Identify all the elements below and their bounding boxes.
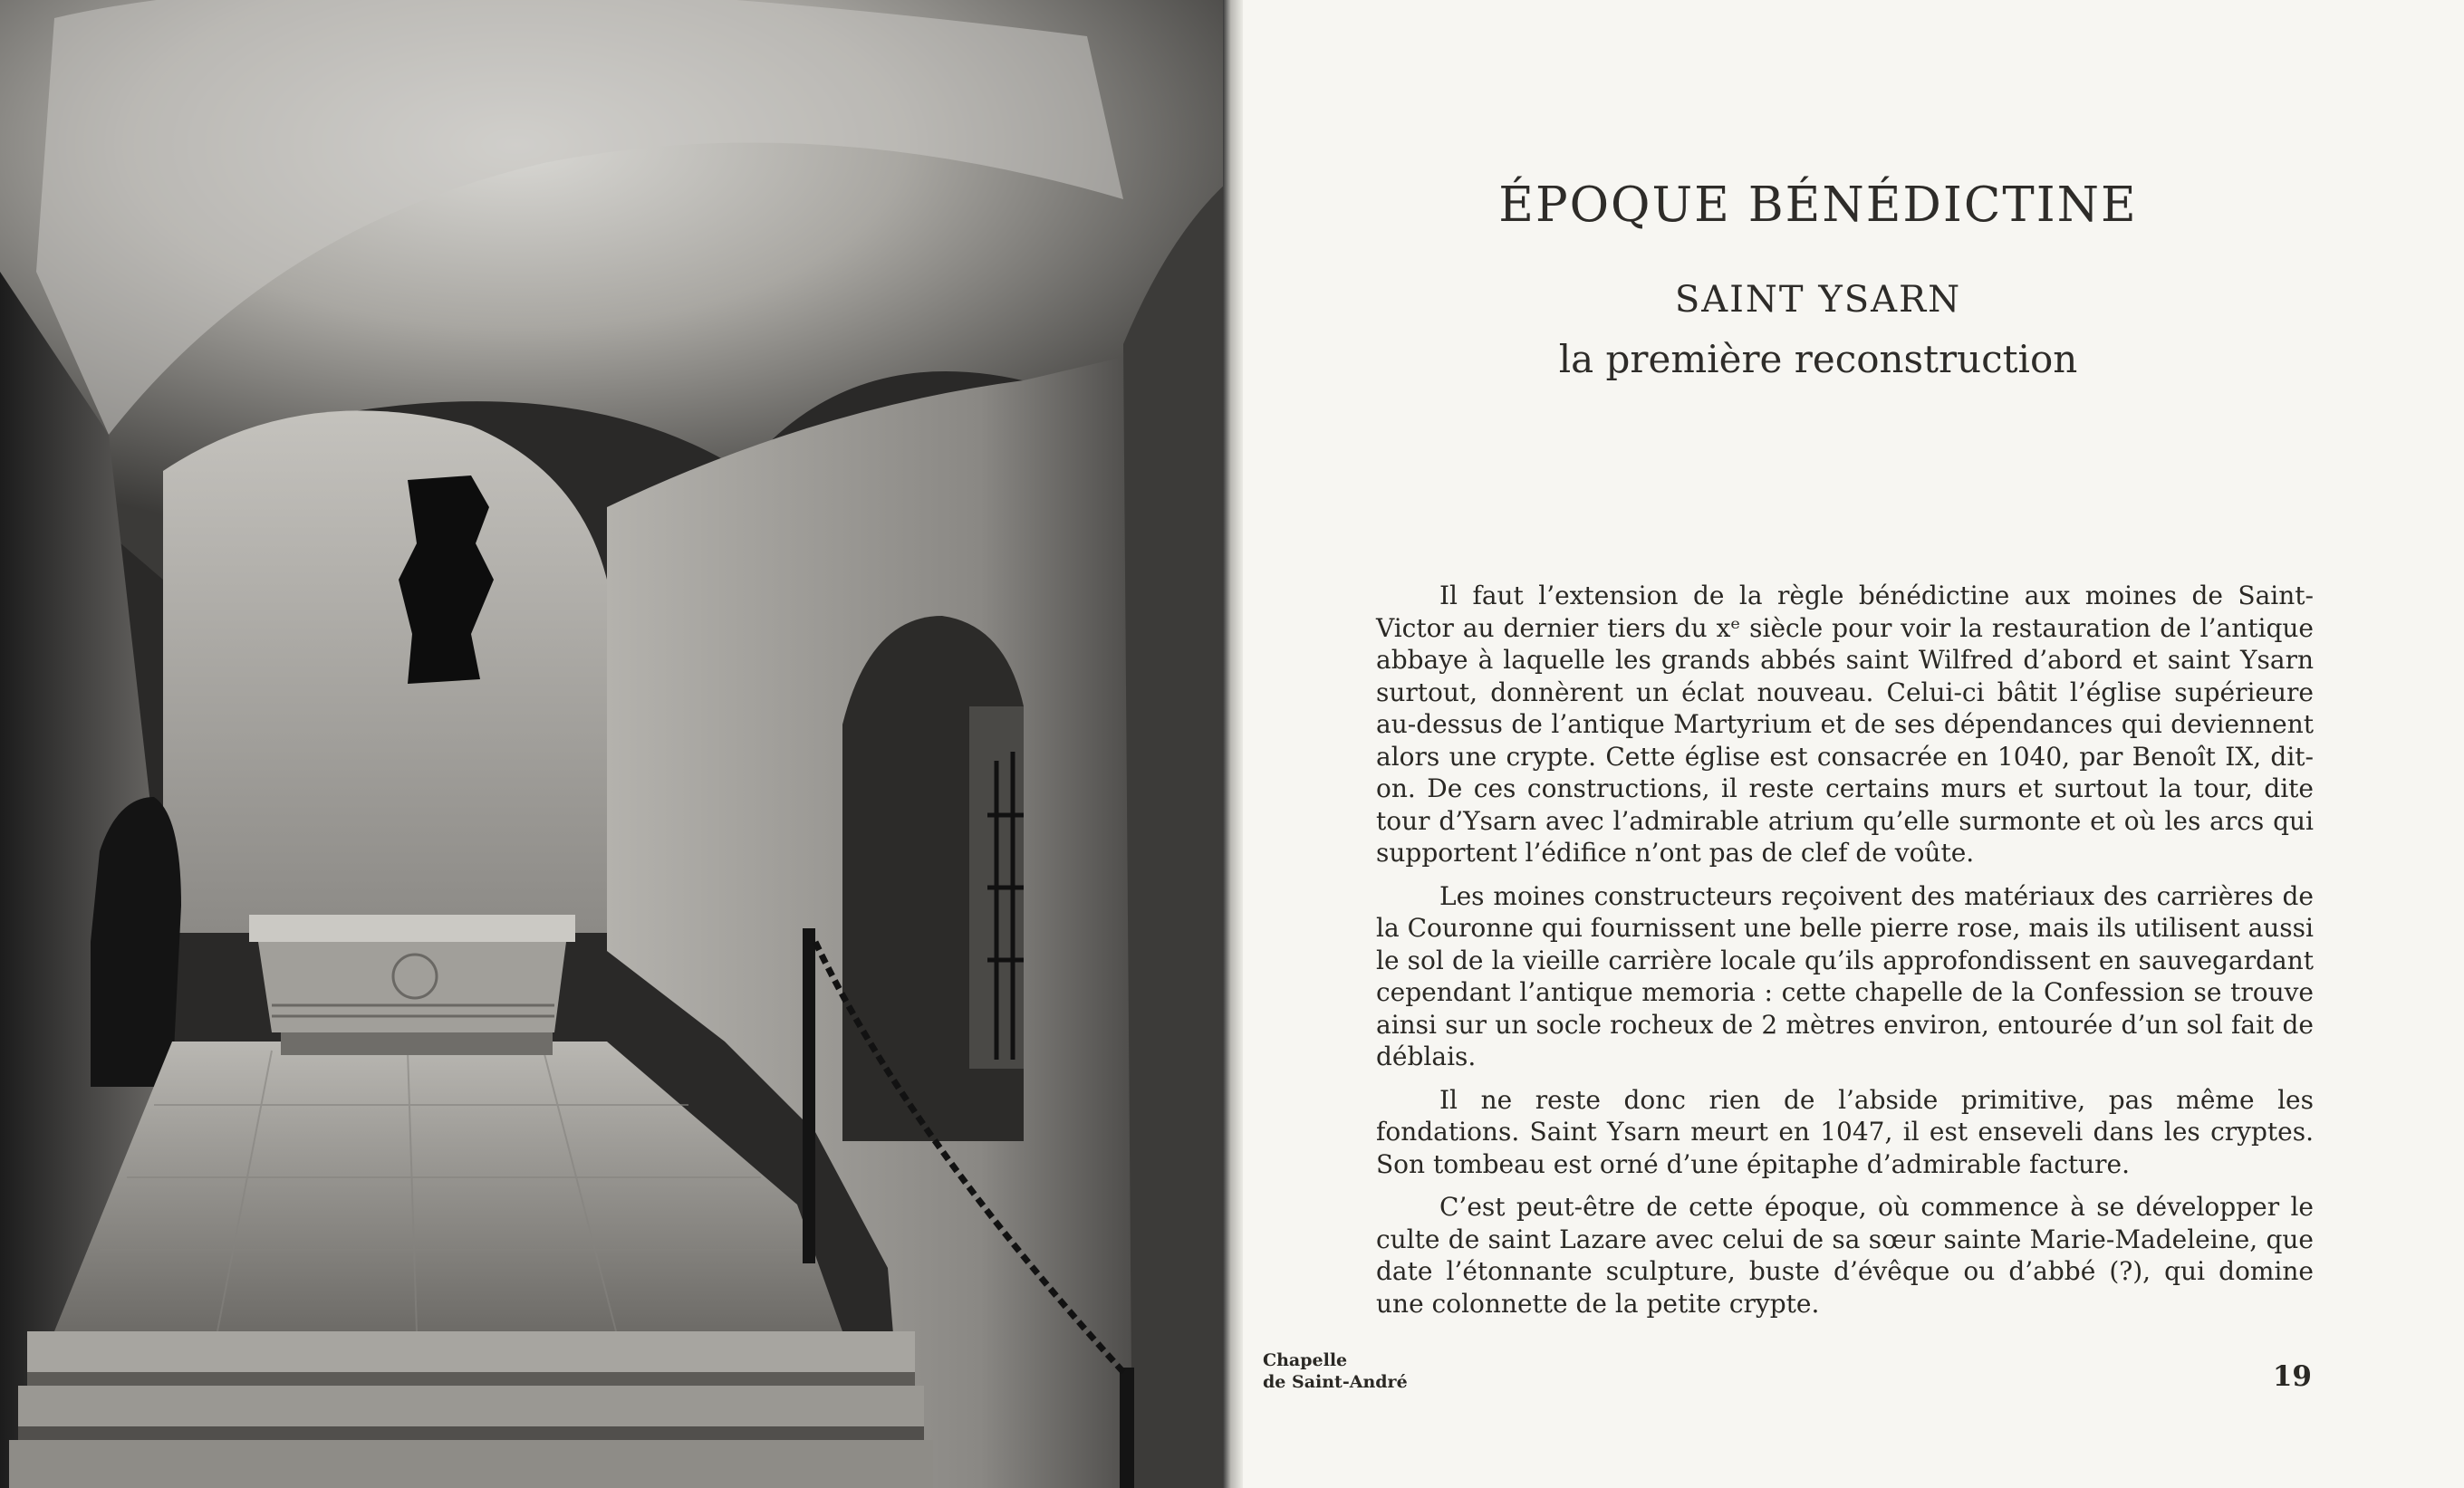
book-gutter — [1223, 0, 1243, 1488]
paragraph: C’est peut-être de cette époque, où commence à se développer le culte de saint Lazare avec celui de sa sœur sainte Marie-Madeleine, que date l’étonnante sculpture, buste d’évêque ou d’abbé (?), qui domine une colonnette de la petite crypte. — [1376, 1192, 2314, 1319]
text-page — [1243, 0, 2464, 1488]
paragraph: Il ne reste donc rien de l’abside primitive, pas même les fondations. Saint Ysarn meurt en 1047, il est enseveli dans les cryptes. Son tombeau est orné d’une épitaphe d’admirable facture. — [1376, 1084, 2314, 1179]
section-title: SAINT YSARN — [1674, 279, 1962, 321]
chapter-title: ÉPOQUE BÉNÉDICTINE — [1498, 178, 2138, 233]
paragraph: Les moines constructeurs reçoivent des matériaux des carrières de la Couronne qui fournissent une belle pierre rose, mais ils utilisent aussi le sol de la vieille carrière locale qu’ils approfondissent en sauvegardant cependant l’antique memoria : cette chapelle de la Confession se trouve ainsi sur un socle rocheux de 2 mètres environ, entourée d’un sol fait de déblais. — [1376, 880, 2314, 1071]
body-text — [1376, 580, 2314, 1330]
photo-caption — [1263, 1349, 1408, 1393]
caption-line: de Saint-André — [1263, 1372, 1408, 1392]
section-subtitle: la première reconstruction — [1558, 337, 2078, 381]
page-number: 19 — [2272, 1360, 2312, 1393]
crypt-photograph — [0, 0, 1228, 1488]
paragraph: Il faut l’extension de la règle bénédictine aux moines de Saint-Victor au dernier tiers du xᵉ siècle pour voir la restauration de l’antique abbaye à laquelle les grands abbés saint Wilfred d’abord et saint Ysarn surtout, donnèrent un éclat nouveau. Celui-ci bâtit l’église supérieure au-dessus de l’antique Martyrium et de ses dépendances qui deviennent alors une crypte. Cette église est consacrée en 1040, par Benoît IX, dit-on. De ces constructions, il reste certains murs et surtout la tour, dite tour d’Ysarn avec l’admirable atrium qu’elle surmonte et où les arcs qui supportent l’édifice n’ont pas de clef de voûte. — [1376, 581, 2314, 868]
caption-line: Chapelle — [1263, 1350, 1348, 1370]
crypt-photo-illustration — [0, 0, 1228, 1488]
